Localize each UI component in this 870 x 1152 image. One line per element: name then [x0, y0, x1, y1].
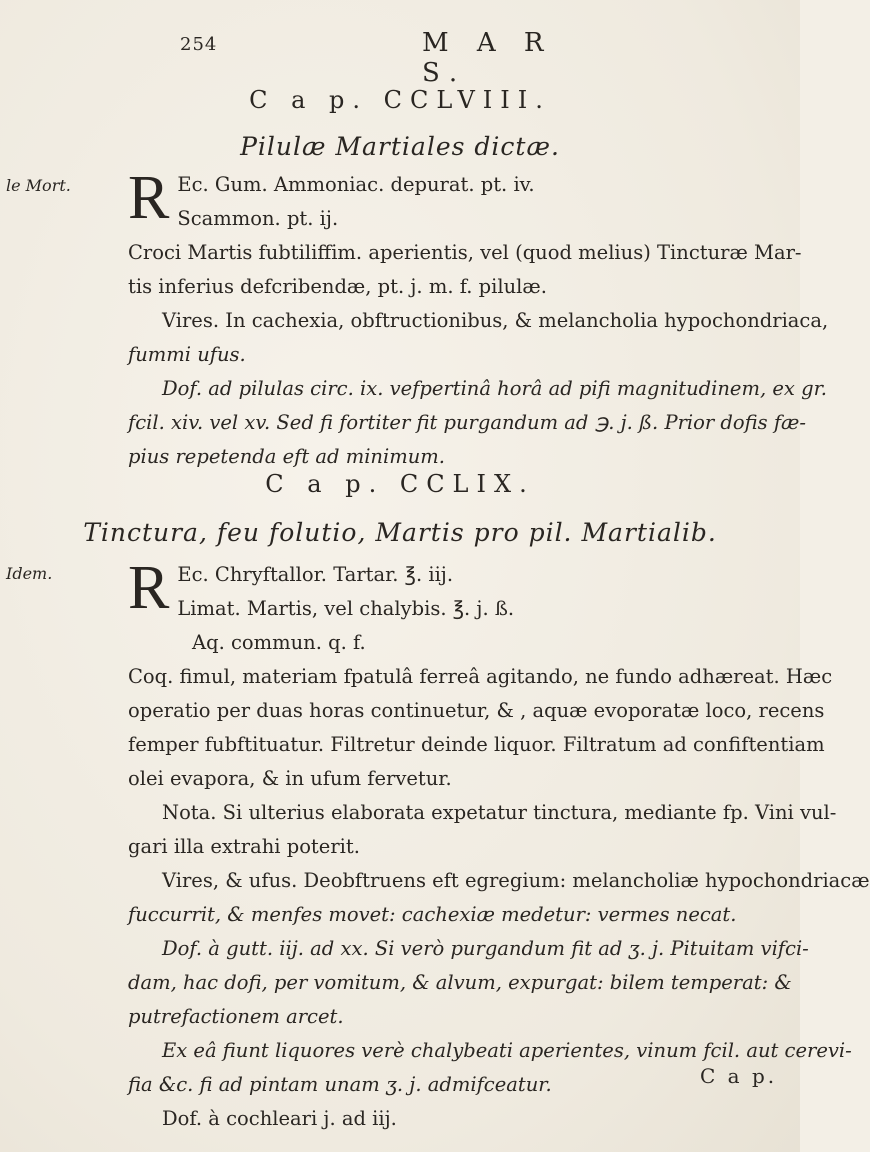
text-line: Nota. Si ulterius elaborata expetatur tinctura, mediante fp. Vini vul-: [162, 801, 837, 824]
catchword: C a p.: [700, 1064, 778, 1088]
chapter-body: [128, 554, 870, 1136]
chapter-heading: C a p. CCLVIII.: [249, 86, 551, 114]
chapter-title: Pilulæ Martiales dictæ.: [240, 132, 560, 161]
text-line: putrefactionem arcet.: [128, 1005, 344, 1028]
text-line: pius repetenda eft ad minimum.: [128, 445, 445, 468]
text-line: Dof. à cochleari j. ad iij.: [162, 1107, 397, 1130]
text-line: Croci Martis fubtiliffim. aperientis, vel (quod melius) Tincturæ Mar-: [128, 241, 802, 264]
text-line: Dof. ad pilulas circ. ix. vefpertinâ horâ ad pifi magnitudinem, ex gr.: [162, 377, 827, 400]
text-line: fia &c. fi ad pintam unam ʒ. j. admifceatur.: [128, 1073, 552, 1096]
text-line: Aq. commun. q. f.: [192, 631, 366, 654]
text-line: Limat. Martis, vel chalybis. ℥. j. ß.: [177, 597, 515, 620]
text-line: Vires. In cachexia, obftructionibus, & melancholia hypochondriaca,: [162, 309, 829, 332]
margin-note: le Mort.: [6, 176, 71, 195]
text-line: Ec. Gum. Ammoniac. depurat. pt. iv.: [177, 173, 535, 196]
text-line: fcil. xiv. vel xv. Sed fi fortiter fit purgandum ad ℈. j. ß. Prior dofis fæ-: [128, 411, 806, 434]
chapter-body: [128, 164, 829, 474]
page-number: 254: [180, 34, 218, 55]
chapter-title: Tinctura, feu folutio, Martis pro pil. Martialib.: [83, 518, 717, 547]
text-line: femper fubftituatur. Filtretur deinde liquor. Filtratum ad confiftentiam: [128, 733, 825, 756]
text-line: fummi ufus.: [128, 343, 246, 366]
margin-note: Idem.: [6, 564, 53, 583]
text-line: olei evapora, & in ufum fervetur.: [128, 767, 452, 790]
drop-cap: R: [128, 554, 170, 622]
text-line: Scammon. pt. ij.: [177, 207, 339, 230]
text-line: Dof. à gutt. iij. ad xx. Si verò purgandum fit ad ʒ. j. Pituitam vifci-: [162, 937, 809, 960]
text-line: Coq. fimul, materiam fpatulâ ferreâ agitando, ne fundo adhæreat. Hæc: [128, 665, 833, 688]
chapter-heading: C a p. CCLIX.: [265, 470, 535, 498]
text-line: fuccurrit, & menfes movet: cachexiæ medetur: vermes necat.: [128, 903, 737, 926]
text-line: Vires, & ufus. Deobftruens eft egregium: melancholiæ hypochondriacæ: [162, 869, 870, 892]
page-header: [180, 28, 600, 88]
text-line: Ec. Chryftallor. Tartar. ℥. iij.: [177, 563, 454, 586]
running-title: M A R S.: [422, 28, 554, 88]
drop-cap: R: [128, 164, 170, 232]
text-line: dam, hac dofi, per vomitum, & alvum, expurgat: bilem temperat: &: [128, 971, 792, 994]
text-line: gari illa extrahi poterit.: [128, 835, 360, 858]
text-line: operatio per duas horas continuetur, & , aquæ evoporatæ loco, recens: [128, 699, 825, 722]
text-line: tis inferius defcribendæ, pt. j. m. f. pilulæ.: [128, 275, 547, 298]
text-line: Ex eâ fiunt liquores verè chalybeati aperientes, vinum fcil. aut cerevi-: [162, 1039, 852, 1062]
